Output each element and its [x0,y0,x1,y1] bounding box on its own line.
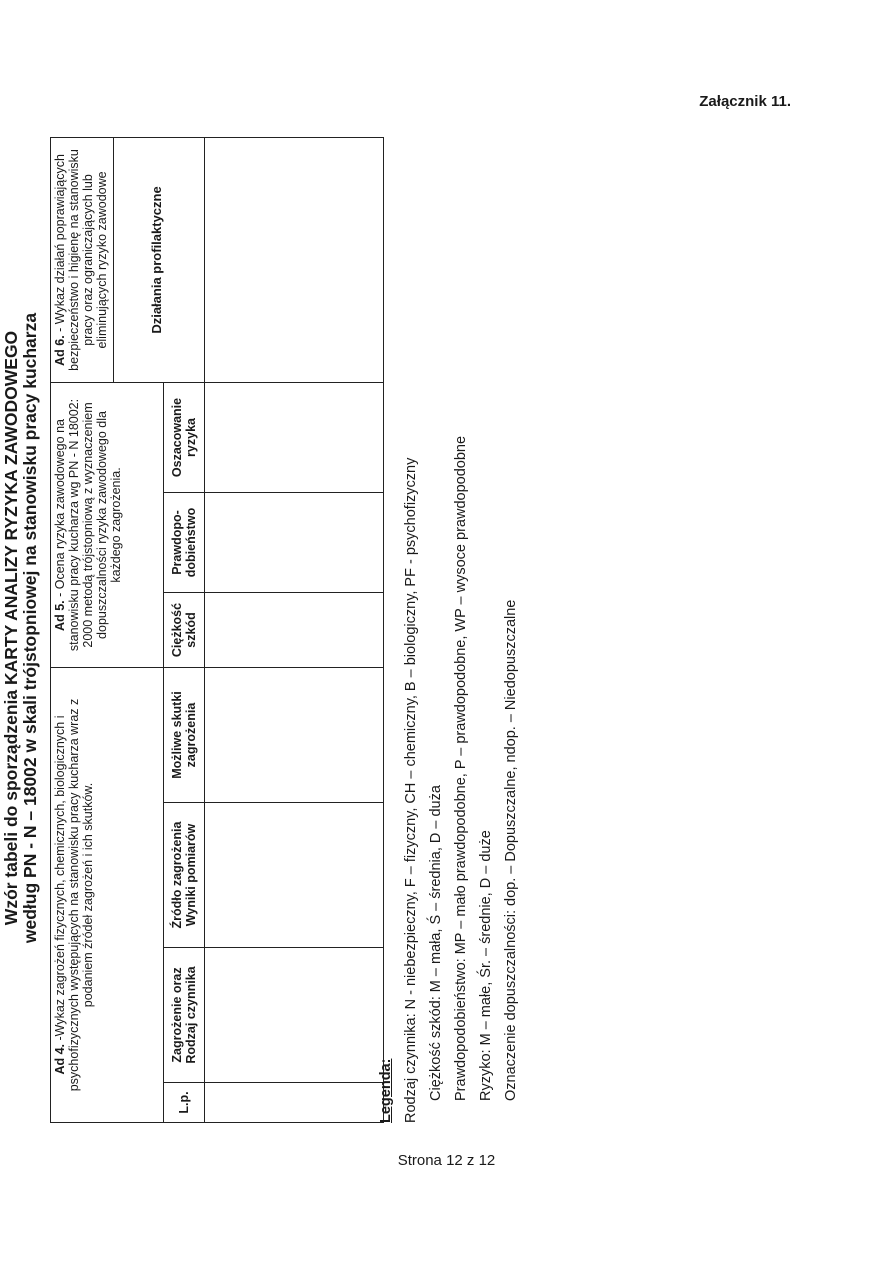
col-severity-header: Ciężkość szkód [164,593,204,668]
legend-title: Legenda: [378,1058,394,1123]
legend-item: Prawdopodobieństwo: MP – mało prawdopodobne, P – prawdopodobne, WP – wysoce prawdopodobne [453,435,469,1101]
legend-item: Rodzaj czynnika: N - niebezpieczny, F – fizyczny, CH – chemiczny, B – biologiczny, PF - psychofizyczny [403,457,419,1123]
rotated-content [0,103,650,1153]
col-source-header: Źródło zagrożenia Wyniki pomiarów [164,803,204,948]
col-effects-header: Możliwe skutki zagrożenia [164,668,204,803]
ad4-description: Ad 4. -Wykaz zagrożeń fizycznych, chemicznych, biologicznych i psychofizycznych występujących na stanowisku pracy kucharza wraz z podaniem źródeł zagrożeń i ich skutków. [51,668,164,1123]
cell-source [204,803,383,948]
annex-label: Załącznik 11. [699,93,791,110]
col-lp-header: L.p. [164,1083,204,1123]
legend-item: Oznaczenie dopuszczalności: dop. – Dopuszczalne, ndop. – Niedopuszczalne [503,599,519,1101]
table-row [204,137,383,1122]
col-risk-header: Oszacowanie ryzyka [164,382,204,492]
ad5-description: Ad 5. - Ocena ryzyka zawodowego na stanowisku pracy kucharza wg PN - N 18002: 2000 metodą trójstopniową z wyznaczeniem dopuszczalności ryzyka zawodowego dla każdego zagrożenia. [51,382,164,667]
risk-analysis-table [50,137,384,1123]
document-title [2,103,40,1153]
table-section-row [51,137,164,1122]
title-line-1: Wzór tabeli do sporządzenia KARTY ANALIZY RYZYKA ZAWODOWEGO [1,330,21,926]
legend-item: Ryzyko: M – małe, Śr. – średnie, D – duże [478,830,494,1101]
cell-hazard [204,948,383,1083]
cell-lp [204,1083,383,1123]
cell-risk [204,382,383,492]
col-probability-header: Prawdopo- dobieństwo [164,493,204,593]
col-hazard-header: Zagrożenie oraz Rodzaj czynnika [164,948,204,1083]
ad6-description: Ad 6. - Wykaz działań poprawiających bezpieczeństwo i higienę na stanowisku pracy oraz ograniczających lub eliminujących ryzyko zawodowe Działania profilaktyczne [51,137,205,382]
cell-probability [204,493,383,593]
col-actions-header: Działania profilaktyczne [113,138,164,382]
legend-item: Ciężkość szkód: M – mała, Ś – średnia, D – duża [428,785,444,1101]
cell-severity [204,593,383,668]
title-line-2: według PN - N – 18002 w skali trójstopniowej na stanowisku pracy kucharza [20,312,40,944]
cell-actions [204,137,383,382]
cell-effects [204,668,383,803]
legend [374,123,524,1123]
page-number: Strona 12 z 12 [397,1152,496,1169]
